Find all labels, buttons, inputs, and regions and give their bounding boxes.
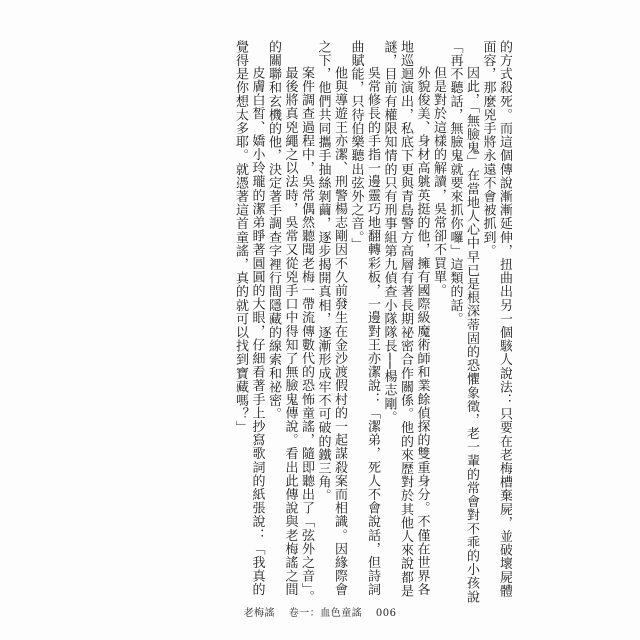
paragraph-5: 吳常修長的手指一邊靈巧地翻轉彩板，一邊對王亦潔說：「潔弟，死人不會說話，但詩詞曲賦能，只待伯樂聽出弦外之音。」 — [348, 40, 380, 597]
paragraph-9: 皮膚白皙、嬌小玲瓏的潔弟睜著圓圓的大眼，仔細看著手上抄寫歌詞的紙張說：「我真的覺得是你想太多耶。就憑著這首童謠，真的就可以找到寶藏嗎？」 — [233, 40, 265, 597]
paragraph-1: 的方式殺死。而這個傳說漸漸延伸，扭曲出另一個駭人說法：只要在老梅槽棄屍，並破壞屍體面容，那麼兇手將永遠不會被抓到。 — [480, 40, 512, 598]
paragraph-7: 案件調查過程中，吳常偶然聽聞老梅一帶流傳數代的恐怖童謠，隨即聽出了「弦外之音」。 — [299, 66, 314, 604]
paragraph-6: 他與導遊王亦潔、刑警楊志剛因不久前發生在金沙渡假村的一起謀殺案而相識。因緣際會之下，他們共同攜手抽絲剝繭，逐步揭開真相，逐漸形成牢不可破的鐵三角。 — [315, 40, 347, 597]
body-text — [150, 40, 512, 607]
paragraph-4: 外貌俊美、身材高䠷英挺的他，擁有國際級魔術師和業餘偵探的雙重身分。不僅在世界各地巡迴演出，私底下更與青島警方高層有著長期祕密合作關係。他的來歷對於其他人來說都是謎，目前有權限知情的只有刑事組第九偵查小隊隊長──楊志剛。 — [381, 40, 430, 598]
chapter-title: 卷一：血色童謠 — [288, 608, 363, 619]
page-footer — [0, 604, 640, 619]
page-number: 006 — [375, 608, 397, 619]
paragraph-3: 但是對於這樣的解讀，吳常卻不買單。 — [431, 66, 446, 298]
paragraph-2: 因此，「無臉鬼」在當地人心中早已是根深蒂固的恐懼象徵，老一輩的常會對不乖的小孩說「再不聽話，無臉鬼就要來抓你囉」這類的話。 — [447, 40, 479, 604]
book-title: 老梅謠 — [243, 608, 276, 619]
paragraph-8: 最後將真兇繩之以法時，吳常又從兇手口中得知了無臉鬼傳說。看出此傳說與老梅謠之間的關聯和玄機的他，決定著手調查字裡行間隱藏的線索和祕密。 — [266, 40, 298, 597]
